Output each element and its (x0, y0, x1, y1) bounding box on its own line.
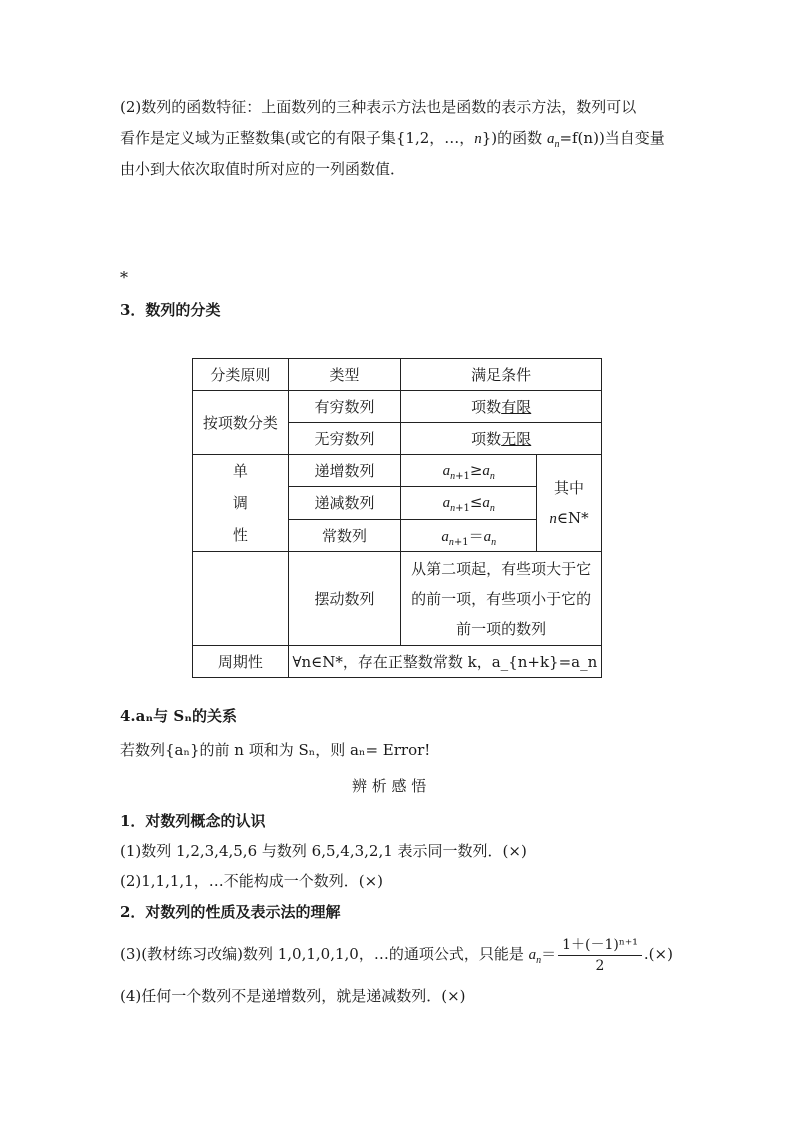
reflection-title: 辨 析 感 悟 (352, 777, 427, 795)
reflection-heading-1: 1．对数列概念的认识 (120, 812, 266, 830)
cell-oscillating-cond: 从第二项起，有些项大于它 的前一项，有些项小于它的 前一项的数列 (401, 552, 602, 646)
reflection-heading-2: 2．对数列的性质及表示法的理解 (120, 903, 341, 921)
heading-3: 3．数列的分类 (120, 301, 221, 319)
reflection-item-2: (2)1,1,1,1，…不能构成一个数列．(×) (120, 872, 383, 890)
cell-by-count: 按项数分类 (193, 391, 289, 455)
paragraph-line-2: 看作是定义域为正整数集(或它的有限子集{1,2，…，n})的函数 $a_n=f(n)$)当自变量 (120, 129, 665, 150)
paragraph-line-3: 由小到大依次取值时所对应的一列函数值． (120, 160, 406, 178)
table-row (193, 646, 602, 678)
cell-infinite-cond: 项数无限 (401, 423, 602, 455)
cell-increasing-cond: $a_{n+1}\ge a_n$ (401, 455, 537, 487)
cell-periodic: 周期性 (193, 646, 289, 678)
cell-increasing-type: 递增数列 (288, 455, 401, 487)
formula-fraction: $\frac{\text{1＋(－1)ⁿ⁺¹}}{2}$ (558, 935, 642, 976)
cell-monotonic: 单 调 性 (193, 455, 289, 552)
cell-finite-type: 有穷数列 (288, 391, 401, 423)
cell-oscillating-type: 摆动数列 (288, 552, 401, 646)
paragraph-line-1: (2)数列的函数特征：上面数列的三种表示方法也是函数的表示方法，数列可以 (120, 98, 637, 116)
classification-table (192, 358, 602, 678)
table-header-row (193, 359, 602, 391)
cell-infinite-type: 无穷数列 (288, 423, 401, 455)
cell-decreasing-type: 递减数列 (288, 487, 401, 519)
heading-4: 4.aₙ与 Sₙ的关系 (120, 707, 238, 725)
header-principle: 分类原则 (193, 359, 289, 391)
cell-which: 其中 n∈N* (537, 455, 602, 552)
header-type: 类型 (288, 359, 401, 391)
cell-empty (193, 552, 289, 646)
reflection-item-3: (3)(教材练习改编)数列 1,0,1,0,1,0，…的通项公式，只能是 $a_n=$ $\frac{\text{1＋(－1)ⁿ⁺¹}}{2}$ .(×) (120, 936, 673, 974)
reflection-item-1: (1)数列 1,2,3,4,5,6 与数列 6,5,4,3,2,1 表示同一数列．(×) (120, 842, 527, 860)
star-marker: * (120, 268, 128, 287)
cell-decreasing-cond: $a_{n+1}\le a_n$ (401, 487, 537, 519)
reflection-item-4: (4)任何一个数列不是递增数列，就是递减数列．(×) (120, 987, 466, 1005)
header-condition: 满足条件 (401, 359, 602, 391)
table-row (193, 391, 602, 423)
cell-periodic-cond: ∀n∈N*，存在正整数常数 k，a_{n+k}=a_n (288, 646, 601, 678)
table-row (193, 455, 602, 487)
cell-finite-cond: 项数有限 (401, 391, 602, 423)
cell-constant-type: 常数列 (288, 519, 401, 551)
cell-constant-cond: $a_{n+1}=a_n$ (401, 519, 537, 551)
table-row (193, 552, 602, 646)
relation-line: 若数列{aₙ}的前 n 项和为 Sₙ，则 aₙ= Error! (120, 741, 431, 759)
